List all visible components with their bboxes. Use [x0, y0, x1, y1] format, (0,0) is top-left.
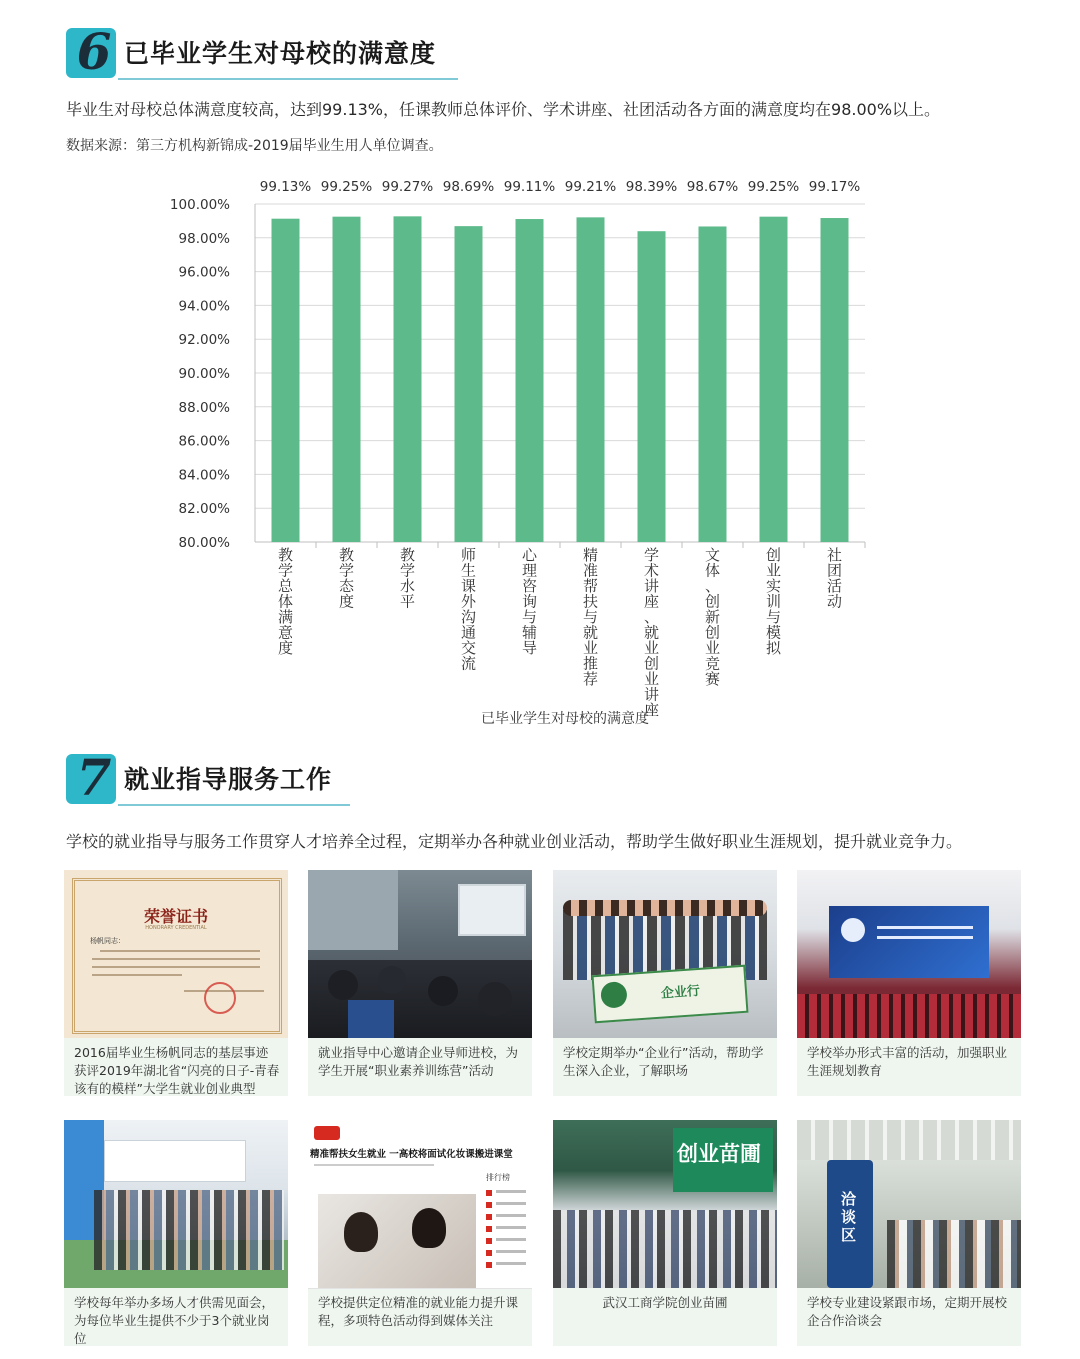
career-event-photo — [797, 870, 1021, 1038]
y-tick-label: 90.00% — [178, 366, 230, 382]
satisfaction-bar-chart — [160, 170, 880, 735]
data-label: 99.13% — [259, 179, 312, 195]
y-tick-label: 84.00% — [178, 467, 230, 484]
data-label: 98.67% — [686, 179, 739, 195]
x-tick-label: 文体、创新创业竞赛 — [704, 546, 721, 688]
sign-text: 创业苗圃 — [677, 1142, 761, 1166]
bar — [394, 216, 422, 542]
x-tick-label: 社团活动 — [826, 546, 843, 611]
data-label: 99.27% — [381, 179, 434, 195]
banner — [592, 965, 749, 1024]
bar — [699, 226, 727, 542]
x-tick-label: 心理咨询与辅导 — [521, 546, 538, 657]
data-label: 99.11% — [503, 179, 556, 195]
x-tick-label: 教学水平 — [399, 546, 416, 611]
bar — [516, 219, 544, 542]
sign-text: 洽谈区 — [841, 1190, 857, 1244]
y-tick-label: 96.00% — [178, 264, 230, 281]
data-label: 99.21% — [564, 179, 617, 195]
data-label: 99.25% — [320, 179, 373, 195]
section-underline — [118, 78, 458, 80]
bar — [638, 231, 666, 542]
photo-caption: 2016届毕业生杨帆同志的基层事迹获评2019年湖北省“闪亮的日子-青春该有的模样”大学生就业创业典型 — [74, 1045, 280, 1096]
section-7-intro: 学校的就业指导与服务工作贯穿人才培养全过程，定期举办各种就业创业活动，帮助学生做好职业生涯规划，提升就业竞争力。 — [66, 832, 963, 851]
photo-caption: 武汉工商学院创业苗圃 — [602, 1295, 728, 1310]
x-tick-label: 学术讲座、就业创业讲座 — [643, 546, 660, 719]
y-tick-label: 86.00% — [178, 433, 230, 450]
job-fair-photo — [64, 1120, 288, 1288]
photo-card-lecture — [308, 870, 532, 1096]
section-number-badge — [66, 748, 116, 807]
y-tick-label: 88.00% — [178, 399, 230, 416]
x-tick-label: 教学总体满意度 — [277, 546, 294, 657]
section-title: 就业指导服务工作 — [124, 765, 333, 794]
photo-caption: 学校定期举办“企业行”活动，帮助学生深入企业，了解职场 — [563, 1045, 764, 1078]
certificate-salutation: 杨帆同志： — [90, 937, 125, 945]
data-label: 98.39% — [625, 179, 678, 195]
bar — [760, 217, 788, 542]
y-tick-label: 98.00% — [178, 230, 230, 247]
photo-caption: 就业指导中心邀请企业导师进校，为学生开展“职业素养训练营”活动 — [318, 1045, 519, 1078]
y-tick-label: 100.00% — [169, 197, 230, 213]
negotiation-photo — [797, 1120, 1021, 1288]
news-screenshot — [308, 1120, 532, 1289]
photo-card-news — [308, 1120, 532, 1346]
banner-text: 企业行 — [660, 983, 701, 1002]
photo-caption: 学校专业建设紧跟市场，定期开展校企合作洽谈会 — [807, 1295, 1008, 1328]
x-axis-title: 已毕业学生对母校的满意度 — [481, 711, 649, 727]
y-tick-label: 92.00% — [178, 332, 230, 349]
section-title: 已毕业学生对母校的满意度 — [124, 39, 437, 68]
y-tick-label: 80.00% — [178, 535, 230, 551]
x-tick-label: 师生课外沟通交流 — [460, 546, 477, 673]
certificate-subtitle: HONORARY CREDENTIAL — [145, 925, 207, 931]
data-label: 99.25% — [747, 179, 800, 195]
bar — [577, 217, 605, 542]
x-tick-label: 精准帮扶与就业推荐 — [582, 546, 599, 688]
photo-caption: 学校举办形式丰富的活动，加强职业生涯规划教育 — [807, 1045, 1008, 1078]
bar — [272, 219, 300, 542]
data-label: 98.69% — [442, 179, 495, 195]
incubator-photo — [553, 1120, 777, 1288]
red-seal — [204, 982, 236, 1014]
certificate-photo — [64, 870, 288, 1038]
news-sidebar-label: 排行榜 — [486, 1173, 510, 1182]
photo-card-incubator — [553, 1120, 777, 1346]
x-tick-label: 教学态度 — [338, 546, 355, 611]
bar — [455, 226, 483, 542]
section-number-badge — [66, 22, 116, 81]
photo-card-career-event — [797, 870, 1021, 1096]
section-number: 6 — [76, 22, 112, 81]
company-visit-photo — [553, 870, 777, 1038]
photo-card-negotiation — [797, 1120, 1021, 1346]
photo-caption: 学校每年举办多场人才供需见面会，为每位毕业生提供不少于3个就业岗位 — [74, 1295, 275, 1346]
x-tick-label: 创业实训与模拟 — [765, 546, 782, 657]
photo-card-job-fair — [64, 1120, 288, 1346]
section-6-intro: 毕业生对母校总体满意度较高，达到99.13%，任课教师总体评价、学术讲座、社团活动各方面的满意度均在98.00%以上。 — [66, 100, 941, 119]
data-label: 99.17% — [808, 179, 861, 195]
photo-card-company-visit — [553, 870, 777, 1096]
bar — [333, 217, 361, 542]
lecture-photo — [308, 870, 532, 1038]
photo-caption: 学校提供定位精准的就业能力提升课程，多项特色活动得到媒体关注 — [318, 1295, 519, 1328]
y-tick-label: 94.00% — [178, 298, 230, 315]
news-headline: 精准帮扶女生就业 一高校将面试化妆课搬进课堂 — [310, 1149, 513, 1160]
bar — [821, 218, 849, 542]
section-underline — [118, 804, 350, 806]
certificate-title: 荣誉证书 — [143, 907, 208, 926]
y-tick-label: 82.00% — [178, 501, 230, 518]
data-source: 数据来源：第三方机构新锦成-2019届毕业生用人单位调查。 — [66, 138, 443, 154]
photo-card-certificate — [64, 870, 288, 1096]
section-number: 7 — [76, 748, 112, 807]
